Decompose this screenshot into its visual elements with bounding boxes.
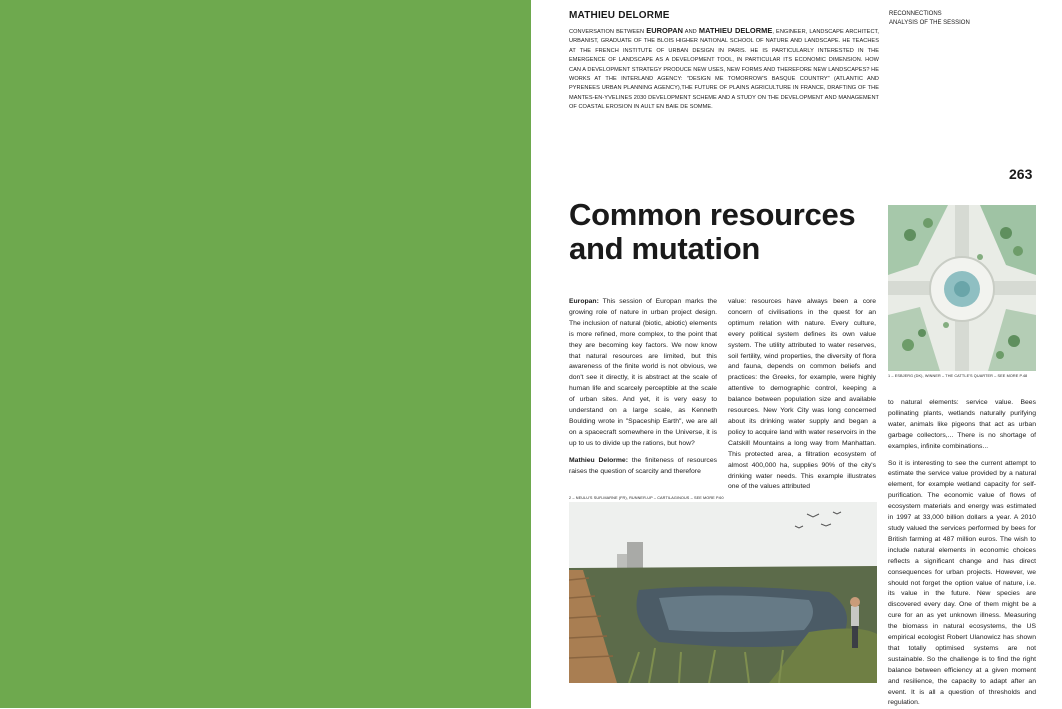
image-1-caption: 1 – ESBJERG (DK), WINNER – THE CATTLE'S QUARTER – SEE MORE P.48 [888, 374, 1028, 378]
text-column-3 [888, 398, 1036, 709]
wetland-boardwalk-image [569, 502, 877, 683]
section-line-1: RECONNECTIONS [889, 11, 942, 17]
title-line-1: Common resources [569, 197, 856, 232]
green-cover-panel [0, 0, 531, 708]
section-line-2: ANALYSIS OF THE SESSION [889, 20, 970, 26]
paragraph-text: to natural elements: service value. Bees pollinating plants, wetlands naturally purifying water, animals like pigeons that act as urban garbage collectors,... There is no shortage of examples, infinite combinations... [888, 399, 1036, 450]
intro-before: CONVERSATION BETWEEN [569, 29, 647, 35]
intro-paragraph [569, 26, 879, 113]
speaker-label: Europan: [569, 298, 599, 305]
title-line-2: and mutation [569, 231, 760, 266]
section-header [889, 10, 970, 28]
paragraph [569, 297, 717, 450]
speaker-label: Mathieu Delorme: [569, 456, 628, 464]
right-page [531, 0, 1062, 708]
intro-name: MATHIEU DELORME [698, 26, 773, 35]
text-column-2 [728, 297, 876, 493]
article-title [569, 198, 879, 266]
page-number: 263 [1009, 166, 1033, 182]
paragraph-text: So it is interesting to see the current attempt to estimate the service value provided by a natural element, for example wetland capacity for self-purification. The economic value of flows of ecosystem materials and energy was estimated in 1997 at 33,000 billion dollars a year. A 2010 study valued the services performed by bees for British farming at 487 million euros. The wish to include natural elements in economic choices reflects a significant change and has direct consequences for urban projects. However, we should not forget the option value of nature, i.e. its value in the future. New species are discovered every day. One of them might be a cure for an as yet unknown illness. Measuring the biomass in natural ecosystems, the US empirical ecologist Robert Ulanowicz has shown that totally optimised systems are not sustainable. So the challenge is to find the right balance between efficiency at a given moment and resilience, the capacity to adapt after an event. It is all a question of thresholds and regulation. [888, 459, 1036, 707]
intro-and: AND [682, 29, 699, 35]
intro-europan: EUROPAN [646, 26, 683, 35]
paragraph-text: value: resources have always been a core concern of civilisations in the quest for an optimum relation with nature. Every culture, every political system defines its own value system. The utility attributed to water reserves, soil fertility, wind properties, the diversity of flora and fauna, depends on common beliefs and practices: the Greeks, for example, were highly attentive to demographic control, keeping a balance between population size and available resources. New York City was long concerned about its drinking water supply and began a policy to acquire land with water reservoirs in the Catskill Mountains a long way from Manhattan. This protected area, a filtration ecosystem of almost 400,000 ha, supplies 90% of the city's drinking water needs. This example illustrates one of the values attributed [728, 298, 876, 491]
plaza-aerial-image [888, 205, 1036, 371]
paragraph-text: the finiteness of resources raises the question of scarcity and therefore [569, 456, 717, 475]
intro-rest: , ENGINEER, LANDSCAPE ARCHITECT, URBANIST, GRADUATE OF THE BLOIS HIGHER NATIONAL SCHOOL OF NATURE AND LANDSCAPE. HE TEACHES AT THE FRENCH INSTITUTE OF URBAN DESIGN IN PARIS. HE IS PARTICULARLY INTERESTED IN THE EMERGENCE OF LANDSCAPE AS A DEVELOPMENT TOOL, IN PARTICULAR ITS ECONOMIC DIMENSION. HOW CAN A DEVELOPMENT STRATEGY PRODUCE NEW USES, NEW FORMS AND THEREFORE NEW LANDSCAPES? HE WORKS AT THE INTERLAND AGENCY: "DESIGN ME TOMORROW'S BASQUE COUNTRY" (ATLANTIC AND PYRENEES URBAN PLANNING AGENCY),THE FUTURE OF PLAINS AGRICULTURE IN FRANCE, DRAFTING OF THE MANTES-EN-YVELINES 2030 DEVELOPMENT SCHEME AND A STUDY ON THE DEVELOPMENT AND MANAGEMENT OF COASTAL EROSION IN AULT EN BAIE DE SOMME. [569, 29, 879, 111]
paragraph [569, 456, 717, 478]
paragraph-text: This session of Europan marks the growing role of nature in urban project design. The inclusion of natural (biotic, abiotic) elements is more refined, more complex, to the point that they are becoming key factors. We now know that natural resources are limited, but this awareness of the finite world is not obvious, we don't see it directly, it is abstract at the scale of human life and scarcely perceptible at the scale of urban sites. And yet, it is very easy to understand on a large scale, as Kenneth Boulding wrote in "Spaceship Earth", we are all on a spacecraft somewhere in the Universe, it is up to us to divide up the rations, but how? [569, 298, 717, 447]
text-column-1 [569, 297, 717, 478]
author-name: MATHIEU DELORME [569, 10, 670, 21]
image-2-caption: 2 – NEULU'S SUR-MARNE (FR), RUNNER-UP – CARTILAGINOUS – SEE MORE P.60 [569, 496, 724, 500]
